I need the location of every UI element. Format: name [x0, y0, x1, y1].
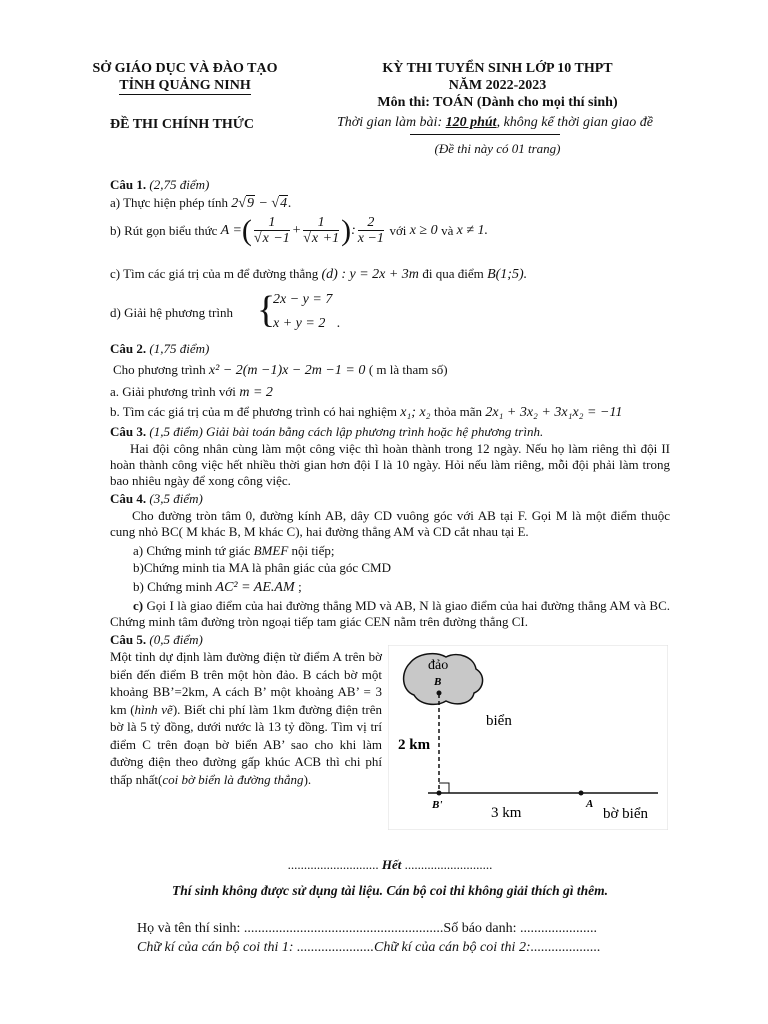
q4-c: c) Gọi I là giao điểm của hai đường thẳng MD và AB, N là giao điểm của hai đường thẳng AM và BC. Chứng minh tâm đường tròn ngoại tiếp tam giác CEN nằm trên đường thẳng CI.: [110, 598, 670, 629]
q2-a: a. Giải phương trình với m = 2: [110, 384, 273, 400]
q1-title: Câu 1. (2,75 điểm): [110, 177, 210, 192]
header-department: [80, 60, 290, 95]
dist-ab-label: 3 km: [491, 805, 522, 821]
q4-a: a) Chứng minh tứ giác BMEF nội tiếp;: [133, 543, 335, 558]
q5-title: Câu 5. (0,5 điểm): [110, 632, 203, 647]
q2-title: Câu 2. (1,75 điểm): [110, 341, 210, 356]
q1-a: a) Thực hiện phép tính 2√9 − √4.: [110, 195, 292, 211]
sea-label: biển: [486, 713, 512, 729]
q1-c: c) Tìm các giá trị của m để đường thẳng (d) : y = 2x + 3m đi qua điểm B(1;5).: [110, 266, 528, 282]
q4-b2: b) Chứng minh AC² = AE.AM ;: [133, 579, 302, 595]
header-left-line1: SỞ GIÁO DỤC VÀ ĐÀO TẠO: [92, 61, 278, 76]
shore-label: bờ biển: [603, 806, 649, 822]
point-bprime-label: B': [432, 799, 443, 811]
invigilator-sign-line: Chữ kí của cán bộ coi thi 1: ......................Chữ kí của cán bộ coi thi 2:....................: [137, 940, 601, 955]
point-a-dot: [579, 791, 584, 796]
end-marker: ............................ Hết ...........................: [287, 857, 493, 872]
q2-b: b. Tìm các giá trị của m để phương trình có hai nghiệm x₁; x₂ thỏa mãn 2x₁ + 3x₂ + 3x₁x₂ = −11: [110, 404, 623, 420]
header-right-line2: NĂM 2022-2023: [448, 78, 547, 93]
q4-title: Câu 4. (3,5 điểm): [110, 491, 203, 506]
q1-a-expr: 2√9 − √4.: [231, 196, 292, 211]
q1-d: d) Giải hệ phương trình: [110, 305, 233, 320]
point-a-label: A: [586, 798, 594, 810]
q1-c-point: B(1;5).: [487, 267, 528, 282]
island-label: đảo: [428, 658, 449, 673]
dist-bb-label: 2 km: [398, 737, 431, 753]
q3-body: Hai đội công nhân cùng làm một công việc thì hoàn thành trong 12 ngày. Nếu họ làm riêng thì đội II hoàn thành công việc hết nhiều thời gian hơn đội I là 10 ngày. Hỏi nếu làm riêng, mỗi đội phải làm trong bao nhiêu ngày để xong công việc.: [110, 441, 670, 488]
header-right-line3: Môn thi: TOÁN (Dành cho mọi thí sinh): [377, 95, 618, 110]
point-bprime-dot: [437, 791, 442, 796]
q4-b1: b)Chứng minh tia MA là phân giác của góc CMD: [133, 560, 391, 575]
q4-b2-expr: AC² = AE.AM: [212, 580, 299, 595]
header-official-label: ĐỀ THI CHÍNH THỨC: [110, 117, 255, 132]
q1-d-system: { 2x − y = 7 x + y = 2 .: [257, 289, 341, 331]
q1-b-expr: A =( $\frac{1}{√x -1}$ + $\frac{1}{√x +1}$ ): $\frac{2}{x -1}$: [220, 214, 384, 247]
header-time-value: 120 phút: [445, 115, 497, 130]
header-exam: [340, 60, 655, 111]
q2-intro: Cho phương trình x² − 2(m −1)x − 2m −1 = 0 ( m là tham số): [113, 362, 448, 378]
q1-c-line: (d) : y = 2x + 3m: [321, 267, 423, 282]
header-right-line1: KỲ THI TUYỂN SINH LỚP 10 THPT: [382, 61, 613, 76]
q3-title: Câu 3. (1,5 điểm) Giải bài toán bằng cách lập phương trình hoặc hệ phương trình.: [110, 424, 544, 439]
q4-body: Cho đường tròn tâm 0, đường kính AB, dây CD vuông góc với AB tại F. Gọi M là một điểm thuộc cung nhỏ BC( M khác B, M khác C), hai đường thẳng AM và CD cắt nhau tại E.: [110, 508, 670, 539]
candidate-name-line: Họ và tên thí sinh: .........................................................Số báo danh: ......................: [137, 921, 598, 936]
q5-figure: [388, 645, 668, 830]
footer-note: Thí sinh không được sử dụng tài liệu. Cán bộ coi thi không giải thích gì thêm.: [171, 883, 609, 898]
point-b-label: B: [434, 676, 442, 688]
q2-b-condition: 2x₁ + 3x₂ + 3x₁x₂ = −11: [485, 405, 623, 420]
header-divider: [410, 134, 560, 135]
q1-b: b) Rút gọn biểu thức A =( $\frac{1}{√x -1}$ + $\frac{1}{√x +1}$ ): $\frac{2}{x -1}$ với x ≥ 0 và x ≠ 1.: [110, 214, 489, 247]
q5-body: Một tỉnh dự định làm đường điện từ điểm A trên bờ biển đến điểm B trên một hòn đảo. B cách bờ một khoảng BB’=2km, A cách B’ một khoảng AB’ = 3 km (hình vẽ). Biết chi phí làm 1km đường điện trên bờ là 5 tỷ đồng, dưới nước là 13 tỷ đồng. Tìm vị trí điểm C trên đoạn bờ biển AB’ sao cho khi làm đường điện theo đường gấp khúc ACB thì chi phí thấp nhất(coi bờ biển là đường thẳng).: [110, 649, 382, 787]
header-time: Thời gian làm bài: 120 phút, không kể thời gian giao đề: [337, 115, 653, 130]
header-left-line2: TỈNH QUẢNG NINH: [119, 78, 251, 93]
header-pages: (Đề thi này có 01 trang): [434, 141, 561, 156]
q2-equation: x² − 2(m −1)x − 2m −1 = 0: [208, 363, 369, 378]
